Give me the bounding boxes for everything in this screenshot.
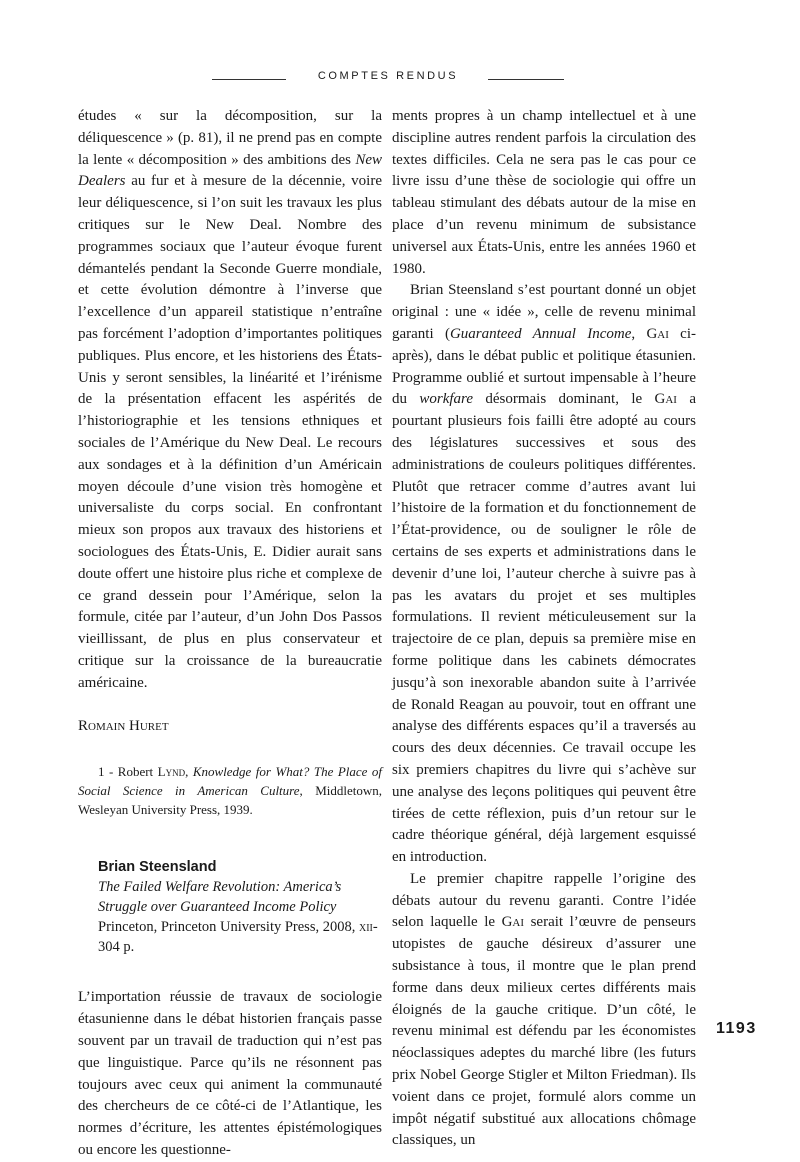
footnote-text: , Middletown, Wesleyan University Press, 1939. — [78, 783, 383, 818]
reviewed-author: Brian Steensland — [98, 859, 217, 876]
header-rule-left — [212, 79, 286, 80]
publication-text: -304 p. — [98, 919, 378, 956]
review-paragraph: ments propres à un champ intellectuel et à une discipline autres rendent parfois la circulation des textes difficiles. Cela ne sera pas le cas pour ce livre issu d’une thèse de sociologie qui offre un tableau stimulant des débats autour de la mise en place d’un revenu minimum de subsistance universel aux États-Unis, entre les années 1960 et 1980. — [392, 108, 696, 277]
footnote-book-title: Knowledge for What? The Place of Social Science in American Culture — [78, 764, 383, 799]
paragraph-text: ci-après), dans le débat public et politique étasunien. Programme oublié et surtout impensable à l’heure du — [392, 325, 697, 408]
review-paragraph — [392, 869, 696, 1152]
reviewed-book-title: The Failed Welfare Revolution: America’s Struggle over Guaranteed Income Policy — [98, 879, 342, 916]
publication-pages-roman: xii — [358, 919, 373, 936]
publication-info — [98, 917, 382, 957]
emphasis-text: Guaranteed Annual Income — [449, 325, 632, 342]
review-paragraph — [392, 280, 696, 869]
emphasis-text: New Dealers — [78, 151, 382, 190]
review-heading — [98, 857, 382, 957]
paragraph-text: , — [631, 325, 647, 342]
running-header — [0, 70, 800, 90]
acronym-text: Gai — [646, 325, 669, 342]
header-rule-right — [488, 79, 564, 80]
paragraph-text: Le premier chapitre rappelle l’origine des débats autour du revenu garanti. Contre l’idée selon laquelle le — [392, 870, 696, 931]
left-column — [78, 106, 382, 1162]
paragraph-text: au fur et à mesure de la décennie, voire leur déliquescence, si l’on suit les travaux les plus critiques sur le New Deal. Nombre des programmes sociaux que l’auteur évoque furent démantelés pendant la Seconde Guerre mondiale, et cette évolution démontre à l’inverse que l’excellence d’un appareil statistique n’entraîne pas forcément l’adoption d’importantes politiques publiques. Plus encore, et les historiens des États-Unis y seront sensibles, la linéarité et l’irénisme de la présentation effacent les aspérités de l’historiographie et les tensions ethniques et sociales de l’Amérique du New Deal. Le recours aux sondages et à la définition d’un Américain moyen découle d’une vision très homogène et universaliste du corps social. En confrontant mieux son propos aux travaux des historiens et sociologues des États-Unis, E. Didier aurait sans doute offert une histoire plus riche et complexe de ce grand dessein pour l’Amérique, selon la formule, citée par l’auteur, d’un John Dos Passos vieillissant, de plus en plus conservateur et critique sur la croissance de la bureaucratie américaine. — [78, 173, 382, 691]
publication-text: Princeton, Princeton University Press, 2008, — [98, 919, 359, 936]
review-signature: Romain Huret — [78, 717, 169, 734]
emphasis-text: workfare — [419, 391, 473, 408]
paragraph-text: a pourtant plusieurs fois failli être adopté au cours des législatures successives et sous des administrations de couleurs politiques différentes. Plutôt que retracer comme d’autres avant lui l’histoire de la formation et du fonctionnement de l’État-providence, ou de souligner le rôle de certains de ses experts et administrations dans le devenir d’une loi, l’auteur cherche à suivre pas à pas les avatars du projet et ses multiples formulations. Il revient méticuleusement sur la trajectoire de ce plan, depuis sa première mise en forme politique dans les cabinets démocrates jusqu’à son inexorable abandon suite à l’arrivée de Ronald Reagan au pouvoir, tout en offrant une analyse des différents espaces qu’il a traversés au cours des deux décennies. Ce travail occupe les six premiers chapitres du livre qui s’achève sur une analyse des leçons politiques qui peuvent être tirées de cette réflexion, puis d’un retour sur le cadre théorique général, déjà largement esquissé en introduction. — [392, 391, 696, 866]
paragraph-text: études « sur la décomposition, sur la déliquescence » (p. 81), il ne prend pas en compte la lente « décomposition » des ambitions des — [78, 108, 382, 168]
footnote-text: , — [185, 764, 193, 780]
paragraph-text: Brian Steensland s’est pourtant donné un objet original : une « idée », celle de revenu minimal garanti ( — [392, 282, 696, 342]
footnote-author: Lynd — [157, 764, 186, 780]
paragraph-continued — [78, 106, 382, 695]
page-number: 1193 — [716, 1020, 757, 1037]
acronym-text: Gai — [501, 914, 525, 931]
review-paragraph: L’importation réussie de travaux de sociologie étasunienne dans le débat historien français passe souvent par un travail de traduction qui n’est pas que linguistique. Parce qu’ils ne résonnent pas toujours avec ceux qui animent la communauté des chercheurs de ce côté-ci de l’Atlantique, les normes d’écriture, les attentes épistémologiques ou encore les questionne- — [78, 989, 382, 1158]
footnote-text: 1 - Robert — [98, 764, 158, 780]
acronym-text: Gai — [654, 391, 677, 408]
paragraph-text: serait l’œuvre de penseurs utopistes de gauche désireux d’assurer une subsistance à tous, il montre que le plan prend forme dans deux milieux certes différents mais éloignés de la gauche critique. D’un côté, le revenu minimal est défendu par les économistes néoclassiques adeptes du marché libre (les futurs prix Nobel George Stigler et Milton Friedman). Ils voient dans ce projet, formulé alors comme un impôt négatif substitué aux allocations chômage classiques, un — [392, 914, 696, 1149]
right-column — [392, 106, 696, 1152]
paragraph-text: désormais dominant, le — [472, 391, 655, 408]
footnote — [78, 762, 382, 819]
section-title: COMPTES RENDUS — [317, 70, 459, 82]
